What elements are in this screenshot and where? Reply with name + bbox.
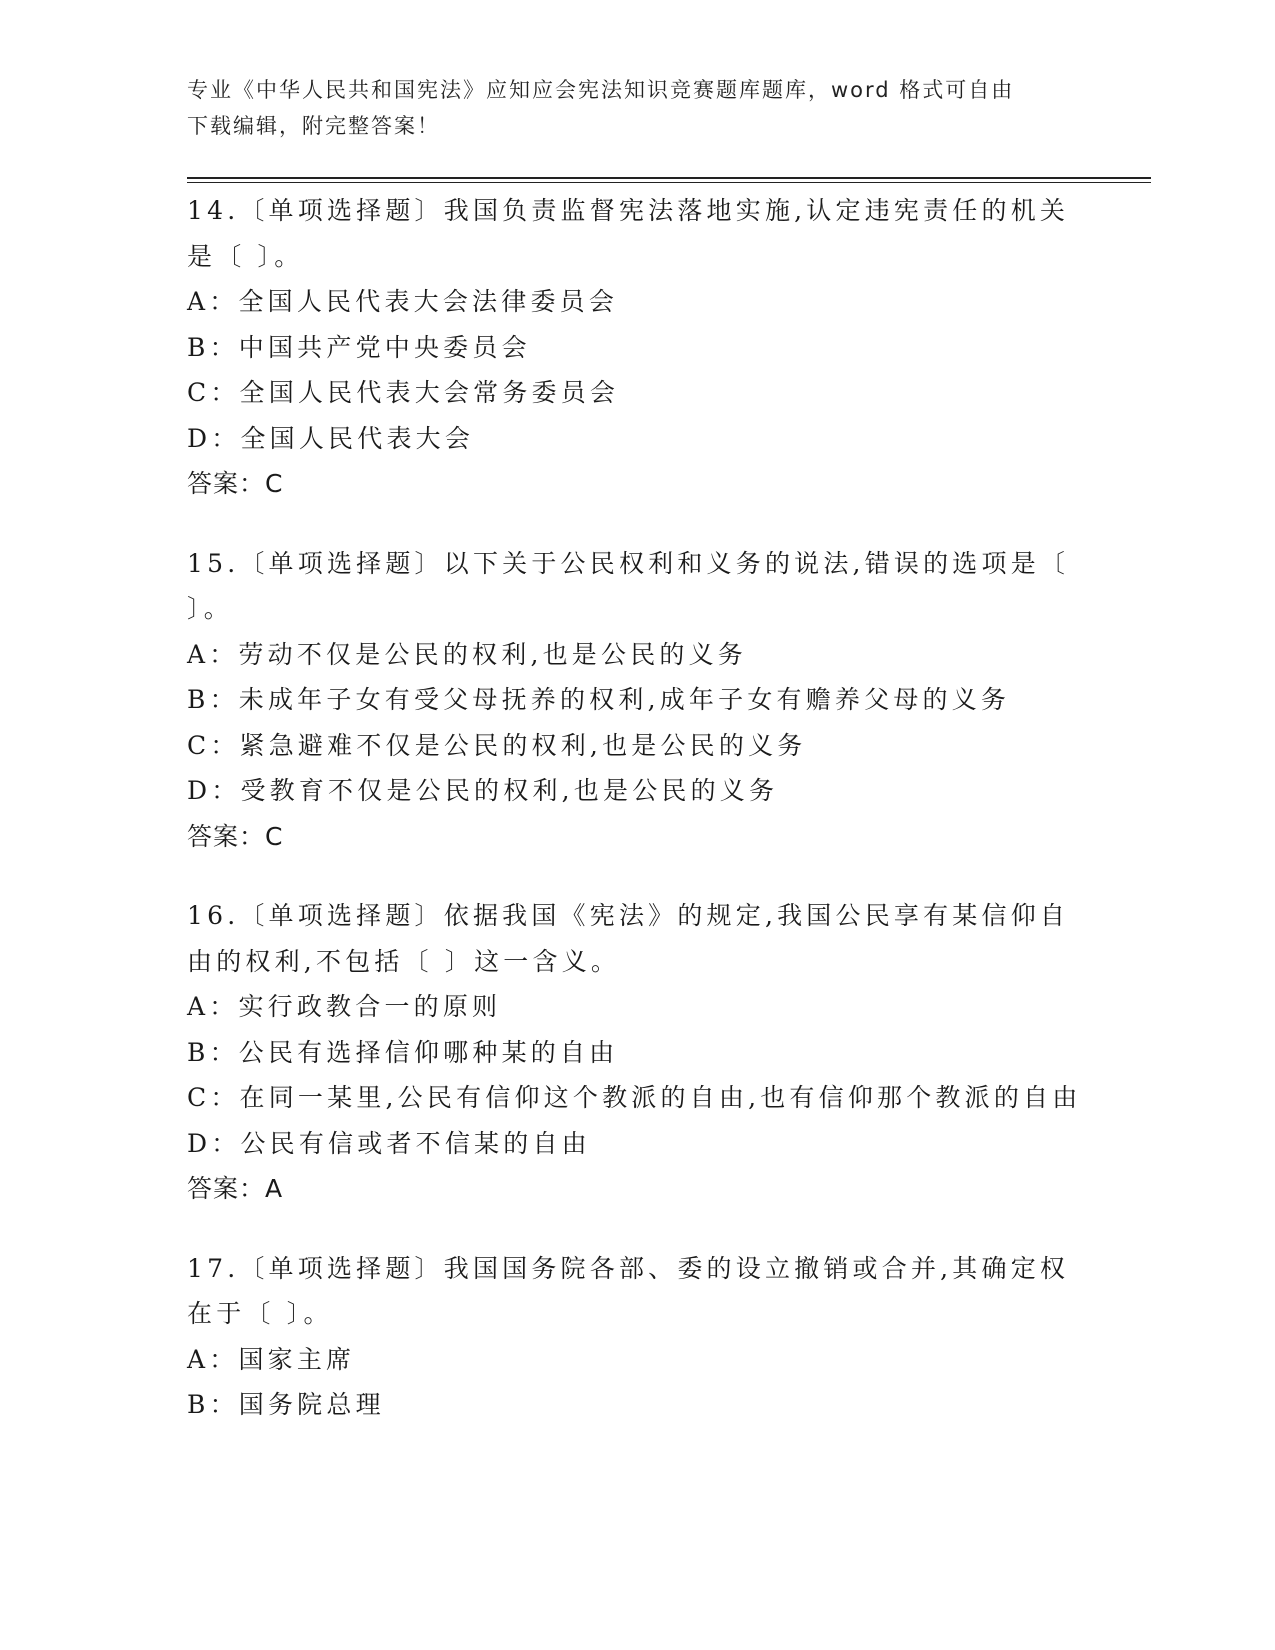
option-a: A：劳动不仅是公民的权利,也是公民的义务 (187, 639, 748, 669)
header-divider-thin (187, 182, 1151, 183)
question-list (187, 188, 1087, 1462)
header-line-2: 下载编辑，附完整答案！ (187, 114, 440, 138)
answer: 答案：C (187, 821, 284, 851)
answer: 答案：C (187, 469, 284, 498)
option-a: A：实行政教合一的原则 (187, 992, 502, 1021)
option-b: B：未成年子女有受父母抚养的权利,成年子女有赡养父母的义务 (187, 685, 1011, 714)
question-stem-line: 〕。 (187, 594, 233, 623)
option-a: A：全国人民代表大会法律委员会 (187, 287, 619, 316)
document-header (187, 72, 1067, 144)
option-b: B：公民有选择信仰哪种某的自由 (187, 1037, 619, 1067)
question-15 (187, 541, 1087, 860)
question-17 (187, 1246, 1087, 1428)
question-stem-line: 由的权利,不包括〔 〕这一含义。 (187, 946, 621, 976)
option-d: D：公民有信或者不信某的自由 (187, 1128, 591, 1158)
option-a: A：国家主席 (187, 1344, 356, 1374)
question-stem-line: 14.〔单项选择题〕我国负责监督宪法落地实施,认定违宪责任的机关 (187, 196, 1070, 225)
option-c: C：全国人民代表大会常务委员会 (187, 378, 620, 407)
header-line-1: 专业《中华人民共和国宪法》应知应会宪法知识竞赛题库题库，word 格式可自由 (187, 78, 1015, 102)
answer: 答案：A (187, 1174, 284, 1203)
question-stem-line: 15.〔单项选择题〕以下关于公民权利和义务的说法,错误的选项是〔 (187, 548, 1070, 578)
option-b: B：中国共产党中央委员会 (187, 332, 531, 362)
option-c: C：在同一某里,公民有信仰这个教派的自由,也有信仰那个教派的自由 (187, 1083, 1082, 1112)
question-16 (187, 893, 1087, 1212)
question-stem-line: 17.〔单项选择题〕我国国务院各部、委的设立撤销或合并,其确定权 (187, 1253, 1070, 1283)
question-stem-line: 是〔 〕。 (187, 241, 304, 271)
question-stem-line: 16.〔单项选择题〕依据我国《宪法》的规定,我国公民享有某信仰自 (187, 901, 1070, 930)
option-d: D：全国人民代表大会 (187, 423, 475, 453)
question-14 (187, 188, 1087, 507)
option-c: C：紧急避难不仅是公民的权利,也是公民的义务 (187, 730, 807, 760)
option-d: D：受教育不仅是公民的权利,也是公民的义务 (187, 776, 779, 805)
question-stem-line: 在于〔 〕。 (187, 1299, 333, 1328)
option-b: B：国务院总理 (187, 1390, 385, 1419)
header-divider-thick (187, 177, 1151, 179)
